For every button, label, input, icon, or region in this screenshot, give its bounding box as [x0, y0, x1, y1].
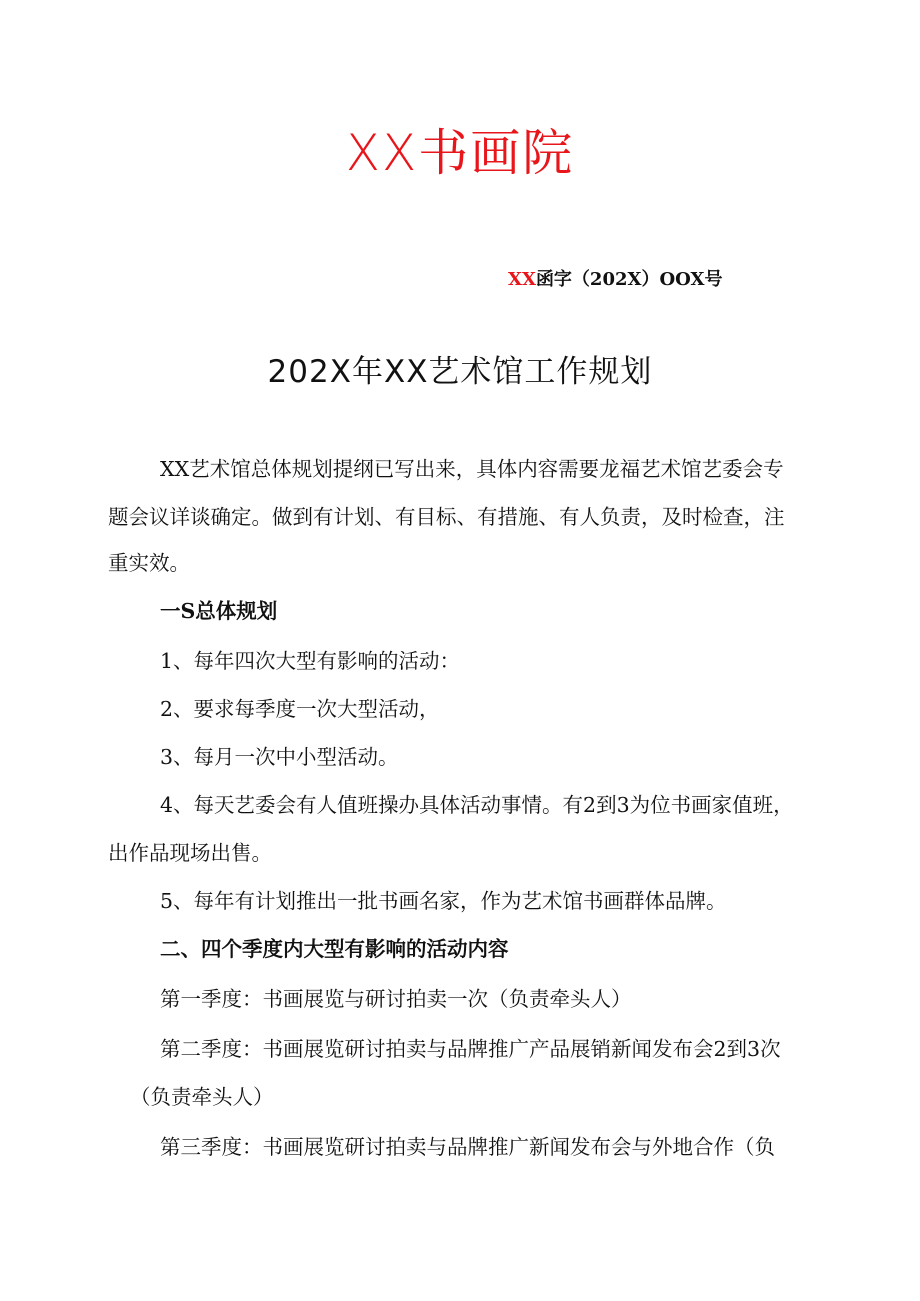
- intro-text: XX艺术馆总体规划提纲已写出来，具体内容需要龙福艺术馆艺委会专: [160, 457, 784, 481]
- document-title: 202X年XX艺术馆工作规划: [267, 354, 653, 390]
- quarter-item: 第三季度：书画展览研讨拍卖与品牌推广新闻发布会与外地合作（负: [160, 1135, 775, 1159]
- document-number: [508, 266, 723, 294]
- document-number-prefix: XX: [508, 269, 536, 290]
- quarter-item: 第一季度：书画展览与研讨拍卖一次（负责牵头人）: [160, 987, 632, 1011]
- quarter-item-continuation: （负责牵头人）: [130, 1085, 274, 1109]
- section1-item: 3、每月一次中小型活动。: [160, 745, 399, 769]
- section1-item-continuation: 出作品现场出售。: [108, 841, 272, 865]
- intro-line-1: [160, 454, 784, 484]
- section1-item: 5、每年有计划推出一批书画名家，作为艺术馆书画群体品牌。: [160, 889, 727, 913]
- section2-heading: 二、四个季度内大型有影响的活动内容: [160, 937, 509, 961]
- section1-item: 4、每天艺委会有人值班操办具体活动事情。有2到3为位书画家值班，: [160, 793, 794, 817]
- intro-line-2: 题会议详谈确定。做到有计划、有目标、有措施、有人负责，及时检查，注: [108, 505, 785, 529]
- intro-line-3: 重实效。: [108, 551, 190, 575]
- org-name-header: XX书画院: [345, 124, 575, 182]
- section1-item: 2、要求每季度一次大型活动，: [160, 697, 440, 721]
- section1-item: 1、每年四次大型有影响的活动：: [160, 649, 461, 673]
- document-number-rest: 函字（202X）OOX号: [535, 269, 723, 290]
- quarter-item: 第二季度：书画展览研讨拍卖与品牌推广产品展销新闻发布会2到3次: [160, 1037, 781, 1061]
- section1-heading: 一S总体规划: [160, 599, 278, 623]
